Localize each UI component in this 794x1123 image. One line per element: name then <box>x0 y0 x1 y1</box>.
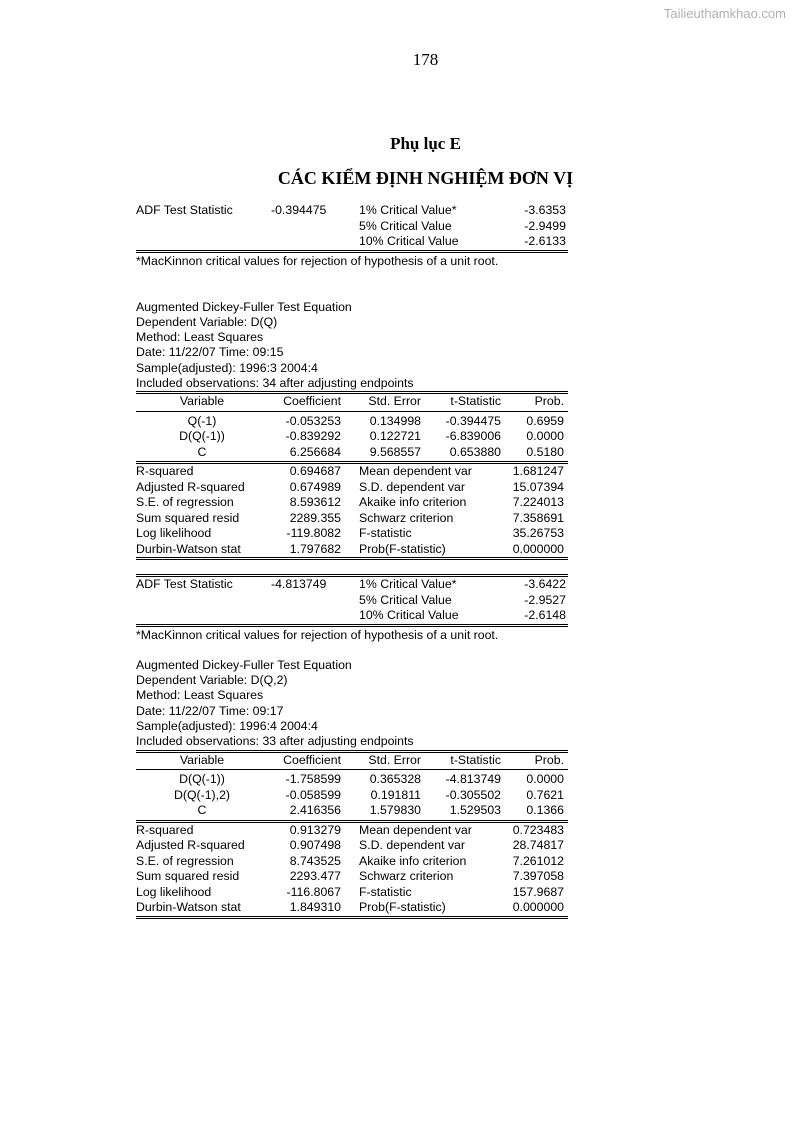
stat-label-2: Prob(F-statistic) <box>359 541 446 556</box>
header-t-statistic: t-Statistic <box>450 752 501 767</box>
stats-row <box>136 526 568 542</box>
equation-info <box>136 658 568 750</box>
coefficient-cell: 2.416356 <box>289 803 341 818</box>
stat-value-2: 7.224013 <box>512 495 564 510</box>
spacer <box>136 560 568 574</box>
prob-cell: 0.0000 <box>526 772 564 787</box>
header-variable: Variable <box>179 394 225 409</box>
adf-value: -0.394475 <box>271 203 327 217</box>
stat-label: Adjusted R-squared <box>136 838 245 853</box>
stat-label: Sum squared resid <box>136 510 240 525</box>
stat-value-2: 7.358691 <box>512 510 564 525</box>
critical-label: 10% Critical Value <box>359 608 459 623</box>
stat-label-2: Akaike info criterion <box>359 495 467 510</box>
adf-value: -4.813749 <box>271 577 327 592</box>
appendix-title: Phụ lục E <box>390 134 461 153</box>
single-rule <box>136 769 568 770</box>
watermark: Tailieuthamkhao.com <box>663 6 786 21</box>
stat-value: 0.907498 <box>289 838 341 853</box>
table-row <box>136 803 568 819</box>
adf-critical-row <box>136 219 568 235</box>
variable-cell: D(Q(-1)) <box>179 772 225 787</box>
stats-row <box>136 823 568 839</box>
header-coefficient: Coefficient <box>283 752 341 767</box>
std-error-cell: 1.579830 <box>369 803 421 818</box>
critical-label: 5% Critical Value <box>359 218 452 233</box>
stat-label-2: S.D. dependent var <box>359 838 465 853</box>
equation-title: Augmented Dickey-Fuller Test Equation <box>136 299 352 314</box>
critical-value: -3.6422 <box>524 577 566 592</box>
stats-row <box>136 495 568 511</box>
stat-label-2: Schwarz criterion <box>359 869 454 884</box>
coefficient-cell: -0.053253 <box>285 413 341 428</box>
observations: Included observations: 34 after adjusting endpoints <box>136 375 414 390</box>
variable-cell: C <box>197 444 207 459</box>
stat-value: 8.593612 <box>289 495 341 510</box>
stat-value-2: 157.9687 <box>512 884 564 899</box>
std-error-cell: 0.134998 <box>369 413 421 428</box>
std-error-cell: 0.365328 <box>369 772 421 787</box>
table-header <box>136 394 568 410</box>
footnote: *MacKinnon critical values for rejection of hypothesis of a unit root. <box>136 253 499 268</box>
method: Method: Least Squares <box>136 688 264 703</box>
table-header <box>136 753 568 769</box>
date-time: Date: 11/22/07 Time: 09:15 <box>136 345 284 360</box>
stat-label-2: S.D. dependent var <box>359 479 465 494</box>
t-statistic-cell: 0.653880 <box>449 444 501 459</box>
prob-cell: 0.6959 <box>526 413 564 428</box>
stat-value: 1.849310 <box>289 900 341 915</box>
adf-test-block <box>136 577 568 918</box>
critical-value: -2.9499 <box>524 218 566 233</box>
stat-value: -119.8082 <box>286 526 341 541</box>
table-row <box>136 788 568 804</box>
stat-value: 2289.355 <box>289 510 341 525</box>
equation-title: Augmented Dickey-Fuller Test Equation <box>136 657 352 672</box>
coefficient-cell: -1.758599 <box>285 772 341 787</box>
stat-label: Durbin-Watson stat <box>136 541 241 556</box>
t-statistic-cell: -0.305502 <box>445 787 501 802</box>
stat-label-2: Mean dependent var <box>359 822 472 837</box>
critical-label: 1% Critical Value* <box>359 203 457 217</box>
adf-test-block <box>136 203 568 560</box>
header-prob: Prob. <box>534 752 564 767</box>
critical-value: -2.6133 <box>524 234 566 248</box>
variable-cell: D(Q(-1)) <box>179 429 225 444</box>
stats-row <box>136 885 568 901</box>
adf-label: ADF Test Statistic <box>136 203 233 217</box>
critical-value: -3.6353 <box>524 203 566 217</box>
adf-critical-row <box>136 203 568 219</box>
coefficient-cell: -0.058599 <box>285 787 341 802</box>
header-prob: Prob. <box>534 394 564 409</box>
t-statistic-cell: 1.529503 <box>449 803 501 818</box>
stat-label: Log likelihood <box>136 526 212 541</box>
stat-value-2: 28.74817 <box>512 838 564 853</box>
prob-cell: 0.1366 <box>526 803 564 818</box>
t-statistic-cell: -0.394475 <box>445 413 501 428</box>
coefficient-cell: -0.839292 <box>285 429 341 444</box>
footnote: *MacKinnon critical values for rejection of hypothesis of a unit root. <box>136 627 499 642</box>
adf-test-content <box>136 203 568 919</box>
method: Method: Least Squares <box>136 330 264 345</box>
critical-label: 5% Critical Value <box>359 592 452 607</box>
stats-row <box>136 511 568 527</box>
stat-value-2: 0.000000 <box>512 900 564 915</box>
adf-label: ADF Test Statistic <box>136 577 233 592</box>
t-statistic-cell: -6.839006 <box>445 429 501 444</box>
stat-label: R-squared <box>136 464 194 479</box>
stat-value: 2293.477 <box>289 869 341 884</box>
adf-critical-row <box>136 577 568 593</box>
prob-cell: 0.5180 <box>526 444 564 459</box>
stat-value-2: 7.261012 <box>512 853 564 868</box>
stat-label-2: Prob(F-statistic) <box>359 900 446 915</box>
stat-value-2: 0.000000 <box>512 541 564 556</box>
single-rule <box>136 411 568 412</box>
table-row <box>136 429 568 445</box>
stat-label-2: Akaike info criterion <box>359 853 467 868</box>
stat-value-2: 7.397058 <box>512 869 564 884</box>
stat-value: 0.694687 <box>289 464 341 479</box>
spacer <box>136 270 568 300</box>
coefficient-cell: 6.256684 <box>289 444 341 459</box>
stats-row <box>136 838 568 854</box>
stats-row <box>136 464 568 480</box>
sample: Sample(adjusted): 1996:4 2004:4 <box>136 718 318 733</box>
prob-cell: 0.7621 <box>526 787 564 802</box>
page-number: 178 <box>412 50 439 69</box>
table-row <box>136 414 568 430</box>
header-std-error: Std. Error <box>368 752 421 767</box>
adf-critical-row <box>136 593 568 609</box>
date-time: Date: 11/22/07 Time: 09:17 <box>136 703 284 718</box>
dependent-variable: Dependent Variable: D(Q) <box>136 314 278 329</box>
stat-label-2: Mean dependent var <box>359 464 472 479</box>
stat-value: 0.674989 <box>289 479 341 494</box>
stat-label: Durbin-Watson stat <box>136 900 241 915</box>
stats-row <box>136 854 568 870</box>
double-rule <box>136 916 568 919</box>
observations: Included observations: 33 after adjusting endpoints <box>136 734 414 749</box>
stat-label-2: Schwarz criterion <box>359 510 454 525</box>
stat-label-2: F-statistic <box>359 526 412 541</box>
std-error-cell: 9.568557 <box>369 444 421 459</box>
stat-value: 8.743525 <box>289 853 341 868</box>
stat-label: Adjusted R-squared <box>136 479 245 494</box>
stat-label: S.E. of regression <box>136 495 234 510</box>
header-coefficient: Coefficient <box>283 394 341 409</box>
stats-row <box>136 869 568 885</box>
stat-value: 1.797682 <box>289 541 341 556</box>
variable-cell: Q(-1) <box>187 413 217 428</box>
stat-label: Log likelihood <box>136 884 212 899</box>
stat-label: R-squared <box>136 822 194 837</box>
t-statistic-cell: -4.813749 <box>445 772 501 787</box>
stat-value-2: 15.07394 <box>512 479 564 494</box>
stats-row <box>136 900 568 916</box>
critical-label: 10% Critical Value <box>359 234 459 248</box>
stat-label: S.E. of regression <box>136 853 234 868</box>
header-variable: Variable <box>179 752 225 767</box>
std-error-cell: 0.191811 <box>370 787 421 802</box>
stat-value-2: 35.26753 <box>512 526 564 541</box>
stat-value-2: 0.723483 <box>512 822 564 837</box>
std-error-cell: 0.122721 <box>369 429 421 444</box>
dependent-variable: Dependent Variable: D(Q,2) <box>136 673 288 688</box>
stat-value-2: 1.681247 <box>512 464 564 479</box>
stat-label: Sum squared resid <box>136 869 240 884</box>
sample: Sample(adjusted): 1996:3 2004:4 <box>136 360 318 375</box>
stat-label-2: F-statistic <box>359 884 412 899</box>
header-t-statistic: t-Statistic <box>450 394 501 409</box>
table-row <box>136 445 568 461</box>
adf-critical-row <box>136 608 568 624</box>
variable-cell: C <box>197 803 207 818</box>
appendix-subtitle: CÁC KIỂM ĐỊNH NGHIỆM ĐƠN VỊ <box>277 168 574 188</box>
equation-info <box>136 300 568 392</box>
adf-critical-row <box>136 234 568 250</box>
critical-value: -2.9527 <box>524 592 566 607</box>
table-row <box>136 772 568 788</box>
stat-value: -116.8067 <box>286 884 341 899</box>
critical-label: 1% Critical Value* <box>359 577 457 592</box>
header-std-error: Std. Error <box>368 394 421 409</box>
stats-row <box>136 480 568 496</box>
critical-value: -2.6148 <box>524 608 566 623</box>
stat-value: 0.913279 <box>289 822 341 837</box>
stats-row <box>136 542 568 558</box>
spacer <box>136 644 568 658</box>
variable-cell: D(Q(-1),2) <box>173 787 230 802</box>
prob-cell: 0.0000 <box>526 429 564 444</box>
